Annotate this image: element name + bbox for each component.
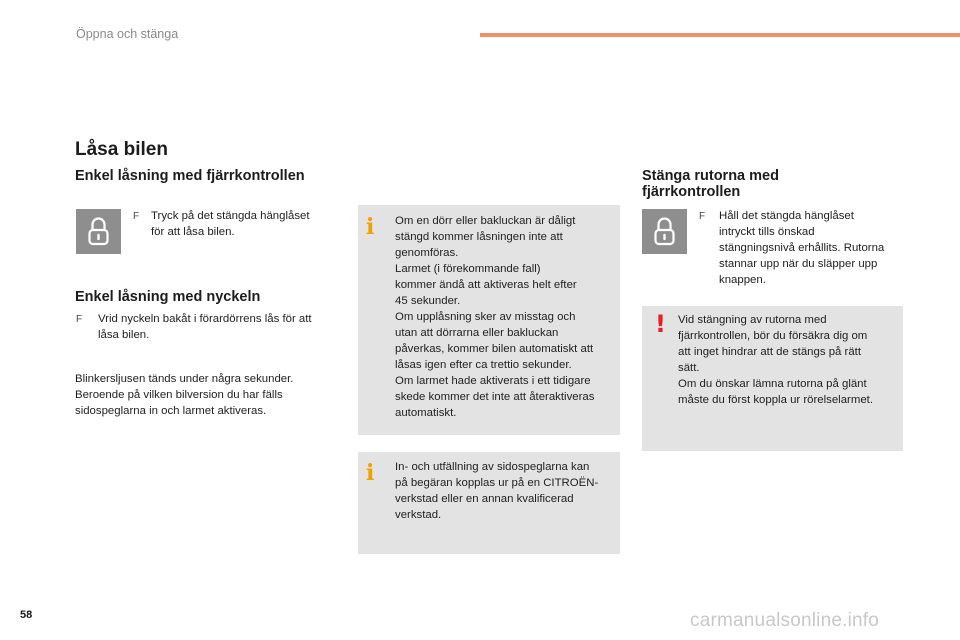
- text-line: kommer ändå att aktiveras helt efter: [395, 279, 577, 291]
- text-line: Larmet (i förekommande fall): [395, 263, 541, 275]
- padlock-closed-icon: [76, 209, 121, 254]
- remote-lock-instruction: [151, 208, 310, 240]
- warning-icon: !: [655, 310, 666, 338]
- text-line: Om upplåsning sker av misstag och: [395, 311, 576, 323]
- info-box-text: [395, 213, 594, 421]
- bullet-marker: F: [699, 211, 706, 222]
- text-line: sätt.: [678, 362, 700, 374]
- window-close-instruction: [719, 208, 884, 288]
- text-line: Vrid nyckeln bakåt i förardörrens lås för att: [98, 313, 312, 325]
- text-line: knappen.: [719, 274, 766, 286]
- text-line: Om en dörr eller bakluckan är dåligt: [395, 215, 576, 227]
- text-line: stannar upp när du släpper upp: [719, 258, 878, 270]
- heading-line: fjärrkontrollen: [642, 184, 741, 200]
- text-line: Om larmet hade aktiverats i ett tidigare: [395, 375, 591, 387]
- text-line: Håll det stängda hänglåset: [719, 210, 854, 222]
- text-line: utan att dörrarna eller bakluckan: [395, 327, 559, 339]
- info-box-text: [395, 459, 598, 523]
- page-title: Låsa bilen: [75, 139, 168, 160]
- info-icon: i: [366, 460, 375, 486]
- text-line: Tryck på det stängda hänglåset: [151, 210, 310, 222]
- text-line: skede kommer det inte att återaktiveras: [395, 391, 595, 403]
- text-line: påverkas, kommer bilen automatiskt att: [395, 343, 594, 355]
- text-line: Vid stängning av rutorna med: [678, 314, 827, 326]
- watermark: carmanualsonline.info: [690, 610, 880, 631]
- text-line: för att låsa bilen.: [151, 226, 235, 238]
- text-line: fjärrkontrollen, bör du försäkra dig om: [678, 330, 868, 342]
- info-icon: i: [366, 214, 375, 240]
- text-line: stängd kommer låsningen inte att: [395, 231, 563, 243]
- warning-box-windows: [642, 306, 903, 451]
- text-line: stängningsnivå erhållits. Rutorna: [719, 242, 885, 254]
- info-box-locking: [358, 205, 620, 435]
- text-line: automatiskt.: [395, 407, 457, 419]
- header-accent-rule: [480, 33, 960, 37]
- lock-effects-paragraph: [75, 371, 293, 419]
- info-box-mirrors: [358, 452, 620, 554]
- heading-line: Stänga rutorna med: [642, 168, 779, 184]
- key-lock-instruction: [98, 311, 312, 343]
- text-line: låsas igen efter ca trettio sekunder.: [395, 359, 572, 371]
- text-line: verkstad.: [395, 509, 442, 521]
- key-lock-heading: Enkel låsning med nyckeln: [75, 289, 261, 305]
- text-line: sidospeglarna in och larmet aktiveras.: [75, 405, 267, 417]
- text-line: att inget hindrar att de stängs på rätt: [678, 346, 861, 358]
- section-title: Öppna och stänga: [76, 27, 179, 41]
- remote-lock-heading: Enkel låsning med fjärrkontrollen: [75, 168, 305, 184]
- text-line: In- och utfällning av sidospeglarna kan: [395, 461, 590, 473]
- page-number: 58: [20, 609, 33, 621]
- text-line: på begäran kopplas ur på en CITROËN-: [395, 477, 599, 489]
- text-line: Om du önskar lämna rutorna på glänt: [678, 378, 867, 390]
- text-line: Beroende på vilken bilversion du har fälls: [75, 389, 283, 401]
- bullet-marker: F: [76, 314, 83, 325]
- window-close-heading: [642, 168, 779, 200]
- text-line: genomföras.: [395, 247, 459, 259]
- text-line: Blinkersljusen tänds under några sekunder.: [75, 373, 294, 385]
- text-line: 45 sekunder.: [395, 295, 461, 307]
- bullet-marker: F: [133, 211, 140, 222]
- text-line: måste du först koppla ur rörelselarmet.: [678, 394, 873, 406]
- padlock-closed-icon: [642, 209, 687, 254]
- text-line: låsa bilen.: [98, 329, 150, 341]
- text-line: verkstad eller en annan kvalificerad: [395, 493, 574, 505]
- warning-box-text: [678, 312, 873, 408]
- text-line: intryckt tills önskad: [719, 226, 815, 238]
